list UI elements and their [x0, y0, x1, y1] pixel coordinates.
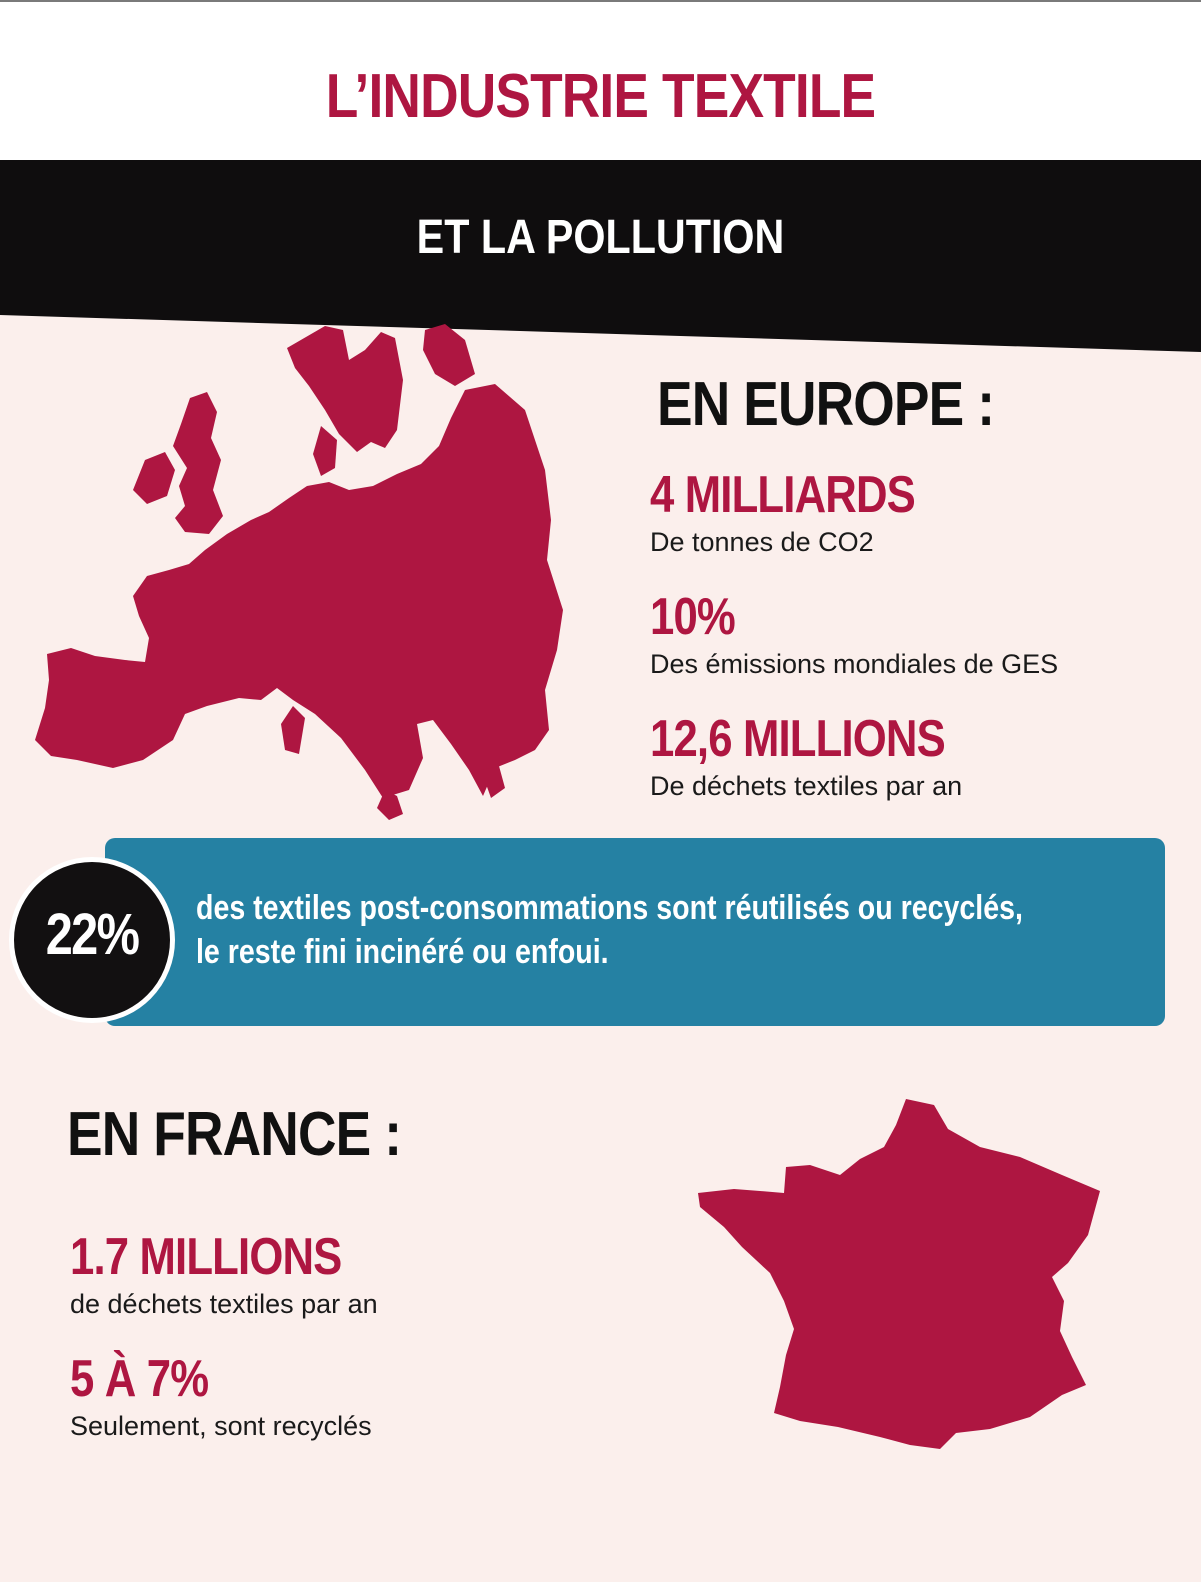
callout-line: le reste fini incinéré ou enfoui.: [196, 933, 609, 971]
europe-stat-label: De tonnes de CO2: [650, 527, 874, 557]
france-stat-value: 1.7 MILLIONS: [70, 1228, 342, 1286]
europe-stat-label: Des émissions mondiales de GES: [650, 649, 1059, 679]
france-heading: EN FRANCE :: [67, 1100, 402, 1169]
france-stat-label: de déchets textiles par an: [70, 1289, 378, 1319]
france-stat-value: 5 À 7%: [70, 1350, 209, 1408]
callout-text: [196, 886, 1120, 974]
france-map-icon: [690, 1095, 1110, 1455]
europe-stat-value: 4 MILLIARDS: [650, 466, 915, 524]
france-stat-label: Seulement, sont recyclés: [70, 1411, 372, 1441]
europe-stat-value: 12,6 MILLIONS: [650, 710, 945, 768]
europe-map-icon: [25, 320, 585, 825]
europe-stat-label: De déchets textiles par an: [650, 771, 963, 801]
badge-value: 22%: [45, 902, 139, 967]
europe-heading: EN EUROPE :: [657, 370, 995, 439]
europe-stat-value: 10%: [650, 588, 735, 646]
callout-line: des textiles post-consommations sont réutilisés ou recyclés,: [196, 889, 1023, 927]
page-title: L’INDUSTRIE TEXTILE: [325, 62, 876, 131]
page-subtitle: ET LA POLLUTION: [416, 211, 785, 264]
